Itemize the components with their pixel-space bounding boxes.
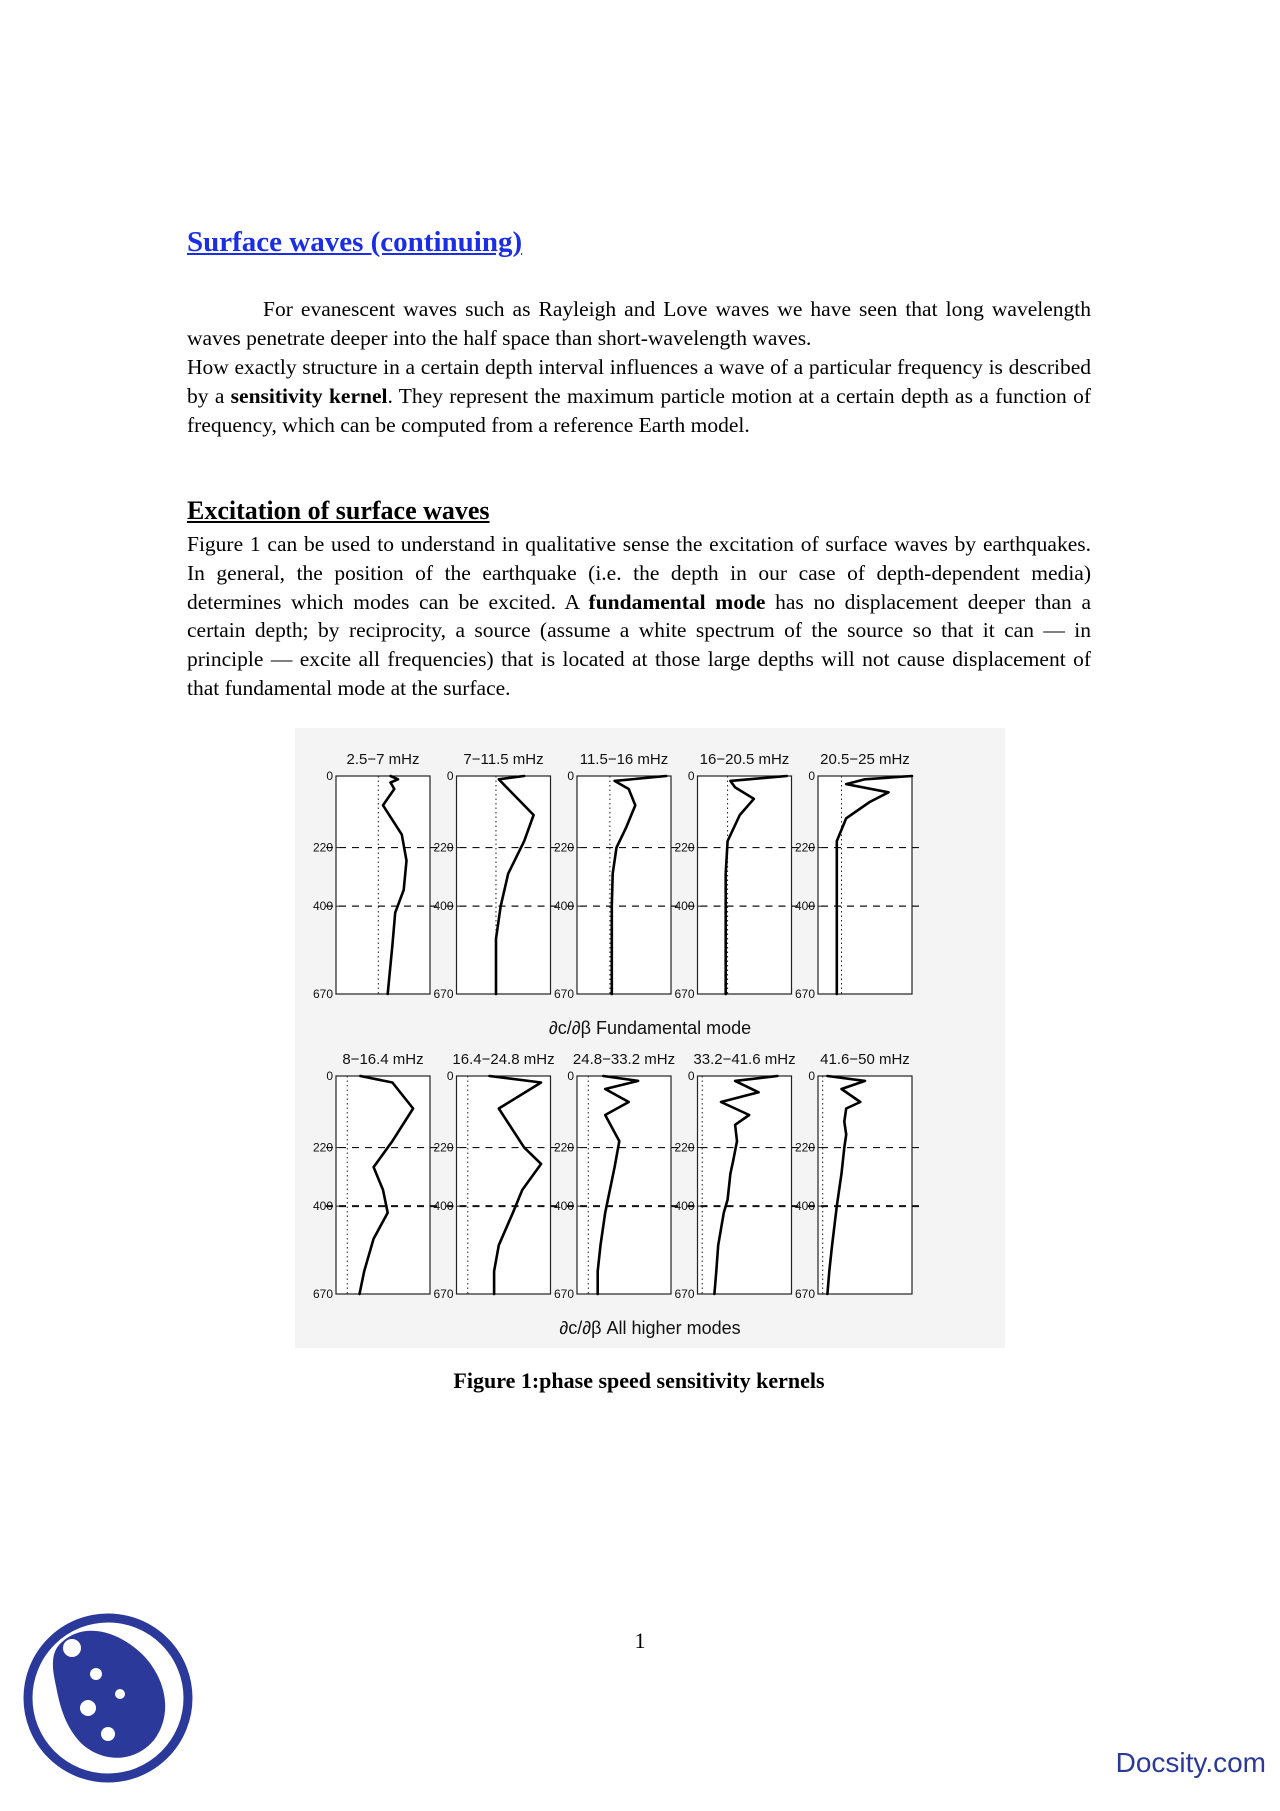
subplot-title: 16−20.5 mHz <box>699 751 790 768</box>
subplot-title: 16.4−24.8 mHz <box>452 1051 555 1068</box>
logo-dot <box>90 1668 102 1680</box>
subplot-frame <box>457 1076 551 1294</box>
y-tick-label: 220 <box>433 840 454 855</box>
logo-dot <box>101 1727 115 1741</box>
bold-term: fundamental mode <box>588 589 766 614</box>
y-tick-label: 0 <box>326 769 333 783</box>
y-tick-label: 220 <box>312 840 333 855</box>
y-tick-label: 400 <box>433 1199 454 1214</box>
subplot-frame <box>336 1076 430 1294</box>
row-label: ∂c/∂β All higher modes <box>559 1318 741 1338</box>
y-tick-label: 0 <box>326 1069 333 1083</box>
excitation-paragraph <box>187 530 1091 703</box>
subplot-frame <box>577 1076 671 1294</box>
y-tick-label: 670 <box>674 987 695 1001</box>
y-tick-label: 670 <box>433 1287 454 1301</box>
section-title: Excitation of surface waves <box>187 496 490 525</box>
y-tick-label: 400 <box>794 1199 815 1214</box>
subplot-title: 20.5−25 mHz <box>820 751 910 768</box>
figure-1 <box>295 728 1005 1348</box>
y-tick-label: 400 <box>312 1199 333 1214</box>
y-tick-label: 670 <box>553 1287 574 1301</box>
y-tick-label: 0 <box>567 769 574 783</box>
docsity-brand-link[interactable]: Docsity.com <box>1115 1747 1266 1778</box>
row-label: ∂c/∂β Fundamental mode <box>548 1018 752 1038</box>
subplot-title: 33.2−41.6 mHz <box>693 1051 796 1068</box>
y-tick-label: 670 <box>553 987 574 1001</box>
y-tick-label: 220 <box>674 840 695 855</box>
y-tick-label: 220 <box>794 1140 815 1155</box>
y-tick-label: 670 <box>433 987 454 1001</box>
figure-caption: Figure 1:phase speed sensitivity kernels <box>453 1368 825 1393</box>
page-number: 1 <box>634 1628 646 1653</box>
subplot-title: 41.6−50 mHz <box>820 1051 910 1068</box>
y-tick-label: 400 <box>312 899 333 914</box>
y-tick-label: 400 <box>674 1199 695 1214</box>
y-tick-label: 400 <box>553 1199 574 1214</box>
y-tick-label: 0 <box>687 1069 695 1083</box>
y-tick-label: 220 <box>674 1140 695 1155</box>
paragraph-text: How exactly structure in a certain depth interval influences a wave of a particular frequency is described by a <box>187 355 1091 408</box>
paragraph-text: Figure 1 can be used to understand in qualitative sense the excitation of surface waves by earthquakes. In general, the position of the earthquake (i.e. the depth in our case of depth-dependent media) determines which modes can be excited. A <box>187 532 1091 614</box>
y-tick-label: 0 <box>446 769 454 783</box>
y-tick-label: 670 <box>312 1287 333 1301</box>
subplot-frame <box>818 776 912 994</box>
page-title[interactable]: Surface waves (continuing) <box>187 226 523 258</box>
paragraph-text: has no displacement deeper than a certain depth; by reciprocity, a source (assume a white spectrum of the source so that it can — in principle — excite all frequencies) that is located at those large depths will not cause displacement of that fundamental mode at the surface. <box>187 589 1091 700</box>
y-tick-label: 670 <box>674 1287 695 1301</box>
subplot-title: 7−11.5 mHz <box>463 751 544 768</box>
subplot-frame <box>577 776 671 994</box>
y-tick-label: 670 <box>794 987 815 1001</box>
y-tick-label: 0 <box>567 1069 574 1083</box>
y-tick-label: 0 <box>808 1069 815 1083</box>
y-tick-label: 400 <box>674 899 695 914</box>
y-tick-label: 220 <box>794 840 815 855</box>
logo-dot <box>63 1639 81 1657</box>
bold-term: sensitivity kernel <box>230 383 388 408</box>
y-tick-label: 0 <box>808 769 815 783</box>
docsity-logo-icon[interactable] <box>22 1612 194 1784</box>
y-tick-label: 670 <box>312 987 333 1001</box>
y-tick-label: 400 <box>794 899 815 914</box>
y-tick-label: 400 <box>433 899 454 914</box>
subplot-frame <box>457 776 551 994</box>
logo-dot <box>115 1689 125 1699</box>
y-tick-label: 0 <box>446 1069 454 1083</box>
subplot-frame <box>336 776 430 994</box>
paragraph-text: . They represent the maximum particle motion at a certain depth as a function of frequency, which can be computed from a reference Earth model. <box>187 383 1091 437</box>
y-tick-label: 220 <box>433 1140 454 1155</box>
subplot-frame <box>818 1076 912 1294</box>
logo-dot <box>80 1700 96 1716</box>
y-tick-label: 220 <box>553 1140 574 1155</box>
y-tick-label: 670 <box>794 1287 815 1301</box>
sensitivity-kernel-paragraph <box>187 353 1091 439</box>
subplot-title: 24.8−33.2 mHz <box>572 1051 676 1068</box>
sensitivity-kernel-figure <box>295 728 1005 1348</box>
subplot-title: 8−16.4 mHz <box>342 1051 424 1068</box>
intro-paragraph: For evanescent waves such as Rayleigh and Love waves we have seen that long wavelength waves penetrate deeper into the half space than short-wavelength waves. <box>187 297 1091 350</box>
y-tick-label: 220 <box>553 840 574 855</box>
subplot-title: 2.5−7 mHz <box>346 751 420 768</box>
y-tick-label: 400 <box>553 899 574 914</box>
y-tick-label: 220 <box>312 1140 333 1155</box>
subplot-frame <box>698 1076 792 1294</box>
y-tick-label: 0 <box>687 769 695 783</box>
subplot-title: 11.5−16 mHz <box>579 751 669 768</box>
